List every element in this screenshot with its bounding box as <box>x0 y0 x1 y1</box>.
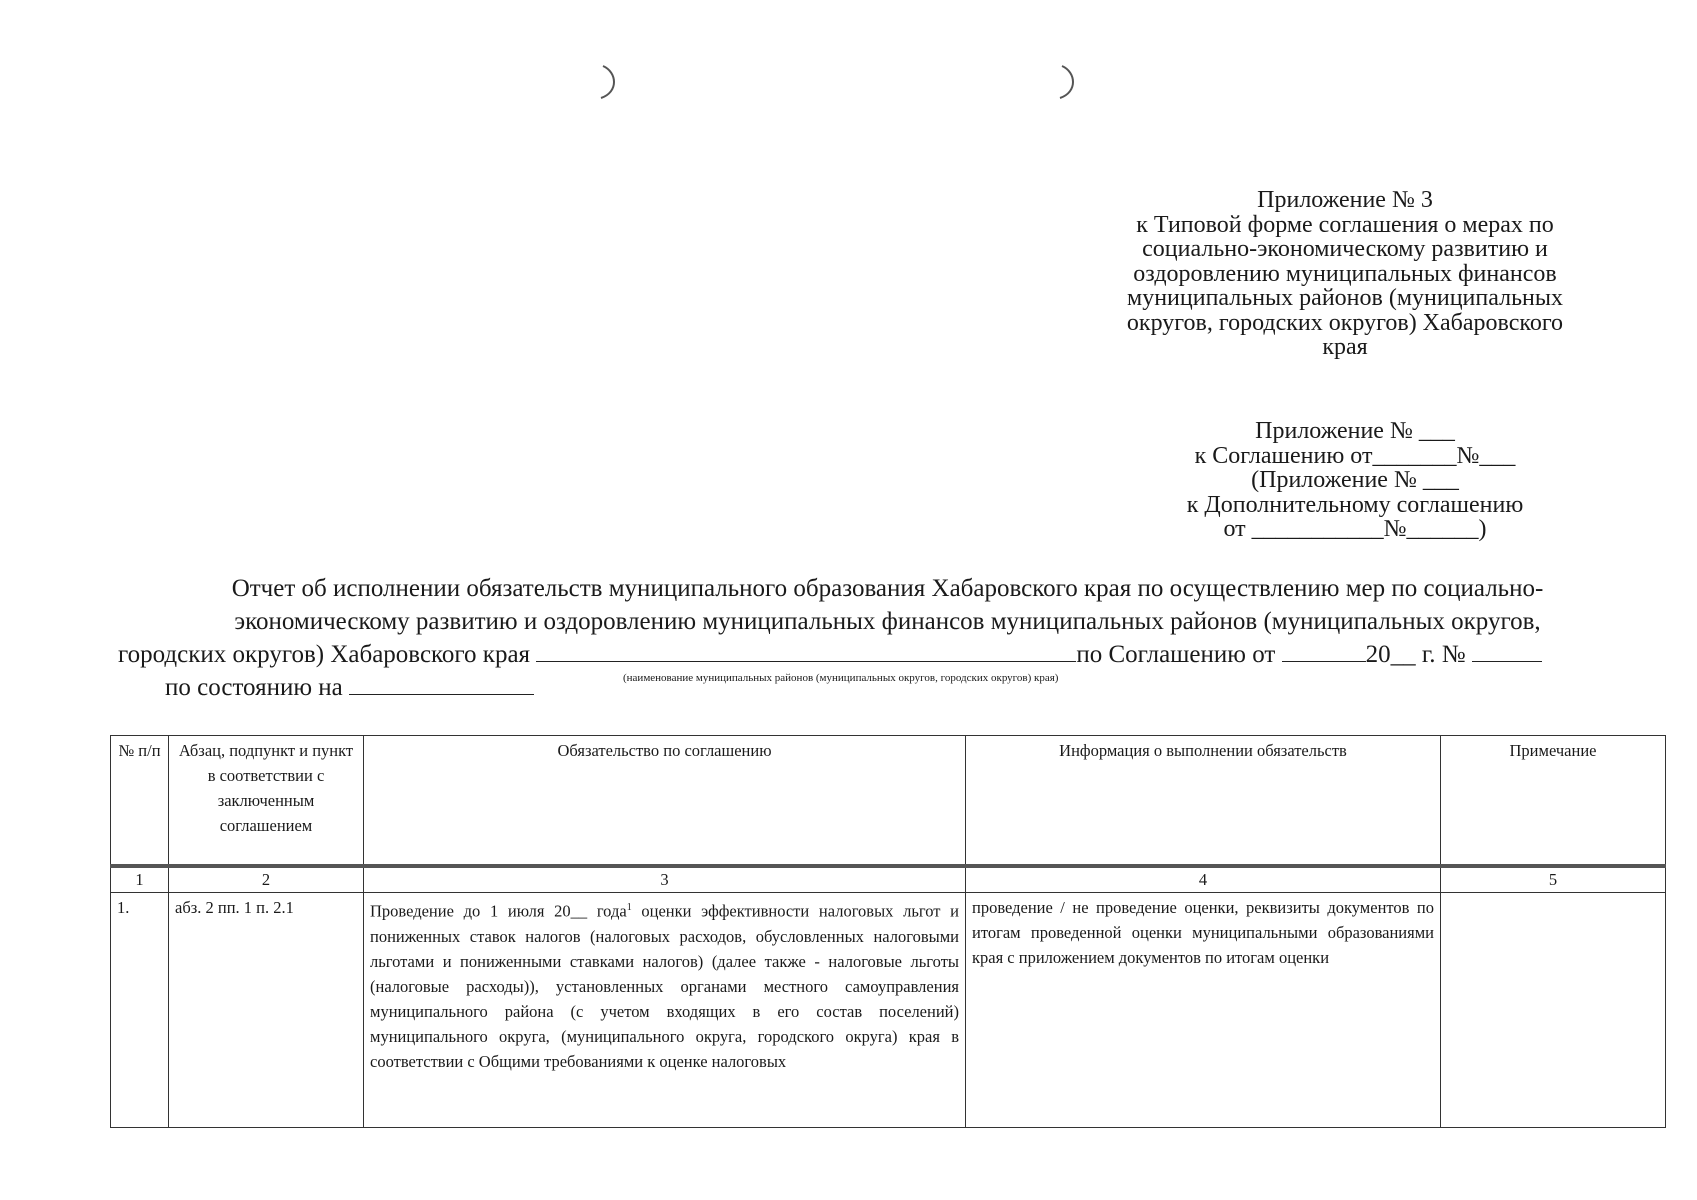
column-header: Информация о выполнении обязательств <box>966 736 1441 867</box>
report-title-line <box>110 638 1665 671</box>
column-number: 1 <box>111 866 169 893</box>
as-of-label: по состоянию на <box>165 674 343 701</box>
agreement-header-line: к Соглашению от_______№___ <box>1194 442 1516 469</box>
punch-hole-mark <box>597 62 625 102</box>
column-number: 3 <box>364 866 966 893</box>
column-header: Примечание <box>1441 736 1666 867</box>
agreement-year-label: 20__ г. № <box>1365 641 1466 668</box>
column-header: Обязательство по соглашению <box>364 736 966 867</box>
column-number: 4 <box>966 866 1441 893</box>
agreement-appendix-header <box>1125 419 1585 542</box>
agreement-header-line: Приложение № ___ <box>1255 418 1455 444</box>
column-number-row <box>111 866 1666 893</box>
column-number: 5 <box>1441 866 1666 893</box>
agreement-date-blank <box>1282 641 1366 662</box>
appendix-header <box>1075 188 1615 360</box>
obligation-text: оценки эффективности налоговых льгот и пониженных ставок налогов (налоговых расходов, обусловленных налоговыми льготами и пониженными ставками налогов) (далее также - налоговые льготы (налоговые расходы)), установленных органами местного самоуправления муниципального района (с учетом входящих в его состав поселений) муниципального округа, (муниципального округа, городского округа) края в соответствии с Общими требованиями к оценке налоговых <box>370 901 959 1071</box>
column-header: Абзац, подпункт и пункт в соответствии с заключенным соглашением <box>169 736 364 867</box>
report-title-line <box>110 671 1665 704</box>
column-number: 2 <box>169 866 364 893</box>
agreement-header-line: от ___________№______) <box>1223 516 1487 542</box>
appendix-header-line: округов, городских округов) Хабаровского <box>1126 309 1564 336</box>
report-title <box>110 572 1665 704</box>
appendix-header-line: социально-экономическому развитию и <box>1142 236 1548 262</box>
punch-hole-mark <box>1056 62 1084 102</box>
agreement-number-blank <box>1472 641 1542 662</box>
row-note <box>1441 893 1666 1128</box>
row-obligation <box>364 893 966 1128</box>
appendix-header-line: края <box>1322 334 1368 360</box>
agreement-header-line: к Дополнительному соглашению <box>1186 491 1524 518</box>
as-of-date-blank <box>349 674 534 695</box>
appendix-header-line: муниципальных районов (муниципальных <box>1127 285 1563 311</box>
agreement-date-label: по Соглашению от <box>1076 641 1276 668</box>
report-title-line: экономическому развитию и оздоровлению муниципальных финансов муниципальных районов (муниципальных округов, <box>234 608 1541 635</box>
appendix-header-line: Приложение № 3 <box>1257 187 1433 213</box>
row-number: 1. <box>111 893 169 1128</box>
report-title-line: Отчет об исполнении обязательств муниципального образования Хабаровского края по осуществлению мер по социально- <box>231 575 1544 602</box>
obligations-table <box>110 735 1666 1128</box>
appendix-header-line: оздоровлению муниципальных финансов <box>1133 260 1557 287</box>
obligation-text: Проведение до 1 июля 20__ года <box>370 901 627 921</box>
appendix-header-line: к Типовой форме соглашения о мерах по <box>1136 211 1554 238</box>
municipality-name-blank <box>536 641 1076 662</box>
row-execution-info: проведение / не проведение оценки, реквизиты документов по итогам проведенной оценки муниципальными образованиями края с приложением документов по итогам оценки <box>966 893 1441 1128</box>
footnote-marker: 1 <box>626 902 632 913</box>
table-row <box>111 893 1666 1128</box>
municipality-caption: (наименование муниципальных районов (муниципальных округов, городских округов) края) <box>623 672 1059 684</box>
report-title-text: городских округов) Хабаровского края <box>118 641 531 668</box>
agreement-header-line: (Приложение № ___ <box>1251 467 1459 493</box>
table-header-row <box>111 736 1666 867</box>
column-header: № п/п <box>111 736 169 867</box>
row-clause: абз. 2 пп. 1 п. 2.1 <box>169 893 364 1128</box>
